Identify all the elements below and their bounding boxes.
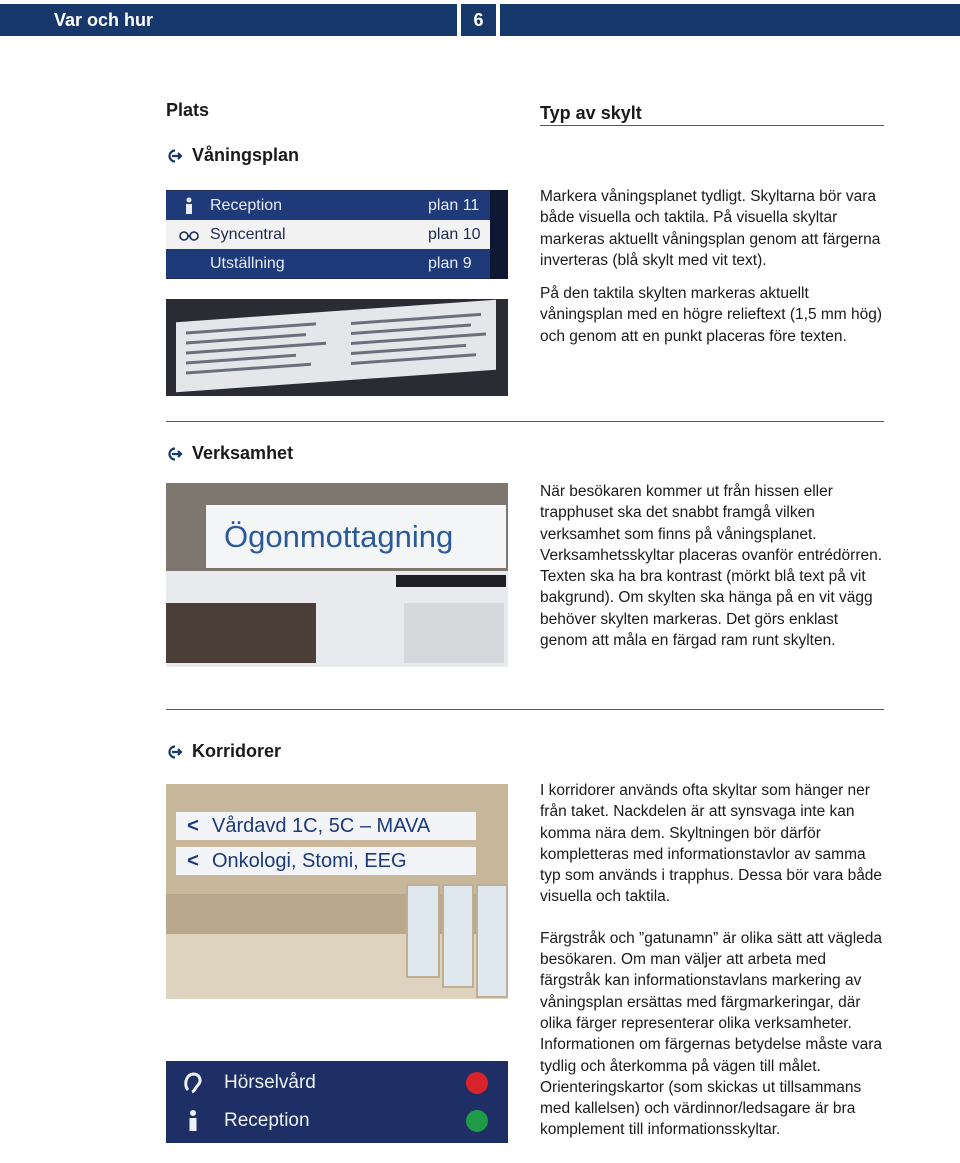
section-heading-korridorer — [166, 741, 281, 762]
arrow-icon — [166, 149, 183, 163]
tactile-panel — [176, 300, 496, 392]
info-board-row — [166, 1064, 508, 1102]
arrow-icon — [166, 447, 183, 461]
paragraph: Färgstråk och ”gatunamn” är olika sätt att vägleda besökaren. Om man väljer att arbeta med färgstråk kan informationstavlans markering av våningsplan ersättas med färgmarkeringar, där olika färger representerar olika verksamheter. — [540, 929, 883, 1032]
verksamhet-text — [540, 481, 886, 651]
ear-icon — [180, 1070, 206, 1096]
floor-sign-label: Syncentral — [210, 225, 286, 243]
floor-sign-label: Utställning — [210, 254, 285, 272]
green-dot-icon — [466, 1110, 488, 1132]
section-title: Våningsplan — [192, 145, 300, 165]
floor-sign-label: Reception — [210, 196, 283, 214]
floor-sign-row — [166, 249, 508, 278]
sign-edge — [490, 190, 508, 279]
column-rule — [540, 125, 884, 126]
hanging-sign — [176, 812, 476, 840]
section-divider — [166, 421, 884, 422]
floor-sign-plan: plan 11 — [428, 196, 480, 214]
paragraph: När besökaren kommer ut från hissen eller trapphuset ska det snabbt framgå vilken verksamhet som finns på våningsplanet. Verksamhetsskyltar placeras ovanför entrédörren. Texten ska ha bra kontrast (mörkt blå text på vit bakgrund). Om skylten ska hänga på en vit vägg behöver skylten markeras. Det görs enklast genom att måla en färgad ram runt skylten. — [540, 483, 883, 650]
department-sign — [206, 505, 506, 568]
section-title: Verksamhet — [192, 443, 294, 463]
corridor-image — [166, 784, 508, 999]
floor-sign-image — [166, 190, 508, 279]
paragraph: I korridorer används ofta skyltar som hänger ner från taket. Nackdelen är att synsvaga inte kan komma nära dem. Skyltningen bör därför kompletteras med informationstavlor av samma typ som används i trapphus. Dessa bör vara både visuella och taktila. — [540, 782, 883, 906]
info-icon — [178, 196, 200, 216]
floor-sign-row — [166, 191, 508, 220]
info-board-label: Hörselvård — [224, 1072, 316, 1093]
chevron-left-icon: < — [187, 814, 199, 837]
arrow-icon — [166, 745, 183, 759]
floor-sign-plan: plan 10 — [428, 225, 481, 243]
section-title: Korridorer — [192, 741, 282, 761]
paragraph: På den taktila skylten markeras aktuellt våningsplan med en högre relieftext (1,5 mm hög) och genom att en punkt placeras före texten. — [540, 285, 883, 345]
window — [476, 884, 508, 998]
door-glass-right — [404, 603, 504, 663]
column-heading-typ: Typ av skylt — [540, 103, 642, 123]
window — [406, 884, 440, 978]
hanging-sign — [176, 847, 476, 875]
glasses-icon — [178, 225, 200, 245]
window — [442, 884, 474, 988]
info-icon — [180, 1108, 206, 1134]
department-sign-text: Ögonmottagning — [224, 518, 454, 554]
section-heading-verksamhet — [166, 443, 293, 464]
door-closer — [396, 575, 506, 587]
hanging-sign-text: Vårdavd 1C, 5C – MAVA — [212, 814, 431, 837]
chapter-title: Var och hur — [54, 10, 154, 30]
info-board-row — [166, 1102, 508, 1140]
paragraph: Informationen om färgernas betydelse måste vara tydlig och återkomma på vägen till målet. Orienteringskartor (som skickas ut tillsammans med kallelsen) och värdinnor/ledsagare är bra komplement till informationsskyltar. — [540, 1036, 883, 1139]
chevron-left-icon: < — [187, 849, 199, 872]
column-heading-plats: Plats — [166, 100, 210, 120]
paragraph: Markera våningsplanet tydligt. Skyltarna bör vara både visuella och taktila. På visuella skyltar markeras aktuellt våningsplan genom att färgerna inverteras (blå skylt med vit text). — [540, 188, 881, 269]
red-dot-icon — [466, 1072, 488, 1094]
floor-sign-plan: plan 9 — [428, 254, 472, 272]
section-heading-vaningsplan — [166, 145, 299, 166]
info-board-image — [166, 1061, 508, 1143]
vaningsplan-text — [540, 186, 886, 347]
page-number: 6 — [473, 10, 484, 30]
info-board-label: Reception — [224, 1110, 310, 1131]
tactile-sign-image — [166, 299, 508, 396]
department-sign-image — [166, 483, 508, 667]
hanging-sign-text: Onkologi, Stomi, EEG — [212, 849, 407, 872]
header-bar-right — [500, 4, 960, 36]
door-glass-left — [166, 603, 316, 663]
floor-sign-row-active — [166, 220, 508, 249]
korridorer-text — [540, 780, 886, 1141]
section-divider — [166, 709, 884, 710]
